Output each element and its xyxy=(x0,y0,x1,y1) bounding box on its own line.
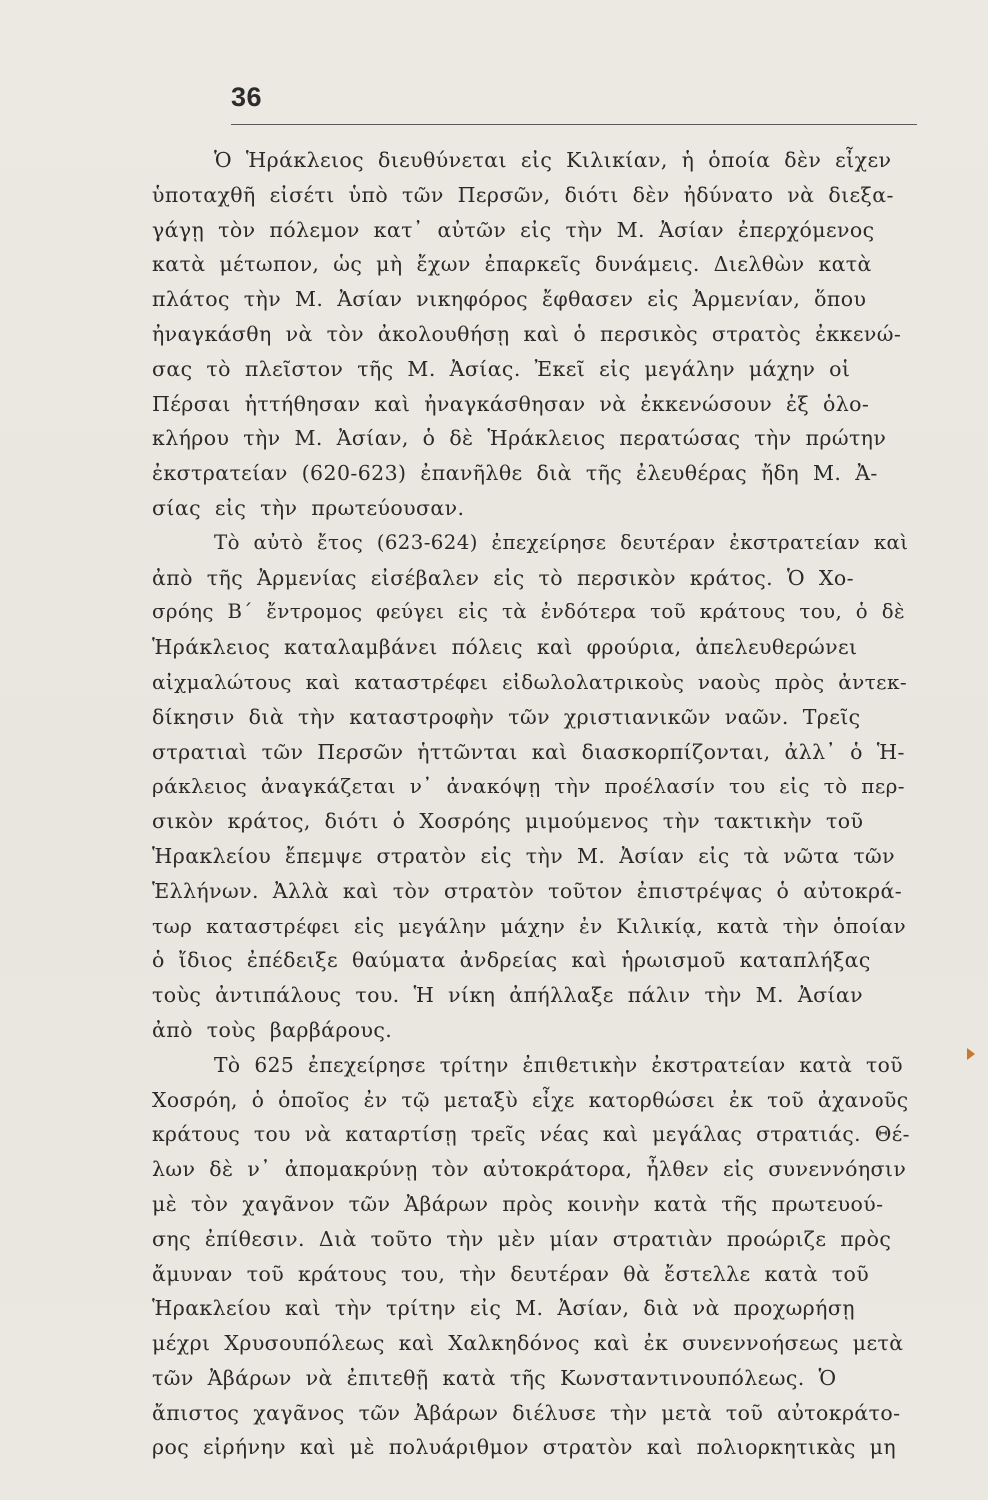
body-text xyxy=(152,143,910,1465)
text-line: ἄπιστος χαγᾶνος τῶν Ἀβάρων διέλυσε τὴν μετὰ τοῦ αὐτοκράτο- xyxy=(152,1400,901,1425)
text-line: σης ἐπίθεσιν. Διὰ τοῦτο τὴν μὲν μίαν στρατιὰν προώριζε πρὸς xyxy=(152,1226,892,1251)
text-line: γάγῃ τὸν πόλεμον κατ᾿ αὐτῶν εἰς τὴν Μ. Ἀσίαν ἐπερχόμενος xyxy=(152,217,875,242)
text-line: ὑποταχθῆ εἰσέτι ὑπὸ τῶν Περσῶν, διότι δὲν ἠδύνατο νὰ διεξα- xyxy=(152,182,894,207)
text-line: ἄμυναν τοῦ κράτους του, τὴν δευτέραν θὰ ἔστελλε κατὰ τοῦ xyxy=(152,1261,870,1286)
text-line: μὲ τὸν χαγᾶνον τῶν Ἀβάρων πρὸς κοινὴν κατὰ τῆς πρωτευού- xyxy=(152,1191,884,1216)
text-line: κράτους του νὰ καταρτίσῃ τρεῖς νέας καὶ μεγάλας στρατιάς. Θέ- xyxy=(152,1122,910,1147)
text-line: ἐκστρατείαν (620-623) ἐπανῆλθε διὰ τῆς ἐλευθέρας ἤδη Μ. Ἀ- xyxy=(152,461,878,486)
paragraph-1 xyxy=(152,143,910,526)
text-line: αἰχμαλώτους καὶ καταστρέφει εἰδωλολατρικοὺς ναοὺς πρὸς ἀντεκ- xyxy=(152,669,908,694)
text-line: σικὸν κράτος, διότι ὁ Χοσρόης μιμούμενος τὴν τακτικὴν τοῦ xyxy=(152,809,864,834)
paragraph-2 xyxy=(152,526,910,1048)
text-line: ἠναγκάσθη νὰ τὸν ἀκολουθήσῃ καὶ ὁ περσικὸς στρατὸς ἐκκενώ- xyxy=(152,321,902,346)
text-line: ὁ ἴδιος ἐπέδειξε θαύματα ἀνδρείας καὶ ἡρωισμοῦ καταπλήξας xyxy=(152,948,871,973)
text-line: σας τὸ πλεῖστον τῆς Μ. Ἀσίας. Ἐκεῖ εἰς μεγάλην μάχην οἱ xyxy=(152,356,851,381)
text-line: σρόης Β΄ ἔντρομος φεύγει εἰς τὰ ἐνδότερα τοῦ κράτους του, ὁ δὲ xyxy=(152,600,906,624)
text-line: Ἑλλήνων. Ἀλλὰ καὶ τὸν στρατὸν τοῦτον ἐπιστρέψας ὁ αὐτοκρά- xyxy=(152,878,903,903)
header-rule xyxy=(231,124,917,125)
text-line: Ἡράκλειος καταλαμβάνει πόλεις καὶ φρούρια, ἀπελευθερώνει xyxy=(152,635,858,660)
text-line: Πέρσαι ἡττήθησαν καὶ ἠναγκάσθησαν νὰ ἐκκενώσουν ἐξ ὁλο- xyxy=(152,391,870,416)
text-line: στρατιαὶ τῶν Περσῶν ἡττῶνται καὶ διασκορπίζονται, ἀλλ᾿ ὁ Ἡ- xyxy=(152,739,905,764)
text-line: Ὁ Ἡράκλειος διευθύνεται εἰς Κιλικίαν, ἡ ὁποία δὲν εἶχεν xyxy=(214,148,892,172)
text-line: δίκησιν διὰ τὴν καταστροφὴν τῶν χριστιανικῶν ναῶν. Τρεῖς xyxy=(152,704,861,729)
text-line: σίας εἰς τὴν πρωτεύουσαν. xyxy=(152,495,465,520)
text-line: μέχρι Χρυσουπόλεως καὶ Χαλκηδόνος καὶ ἐκ συνεννοήσεως μετὰ xyxy=(152,1331,904,1356)
text-line: Χοσρόη, ὁ ὁποῖος ἐν τῷ μεταξὺ εἶχε κατορθώσει ἐκ τοῦ ἀχανοῦς xyxy=(152,1087,909,1112)
text-line: ράκλειος ἀναγκάζεται ν᾿ ἀνακόψῃ τὴν προέλασίν του εἰς τὸ περ- xyxy=(152,774,905,799)
text-line: Ἡρακλείου ἔπεμψε στρατὸν εἰς τὴν Μ. Ἀσίαν εἰς τὰ νῶτα τῶν xyxy=(152,843,896,868)
text-line: τοὺς ἀντιπάλους του. Ἡ νίκη ἀπήλλαξε πάλιν τὴν Μ. Ἀσίαν xyxy=(152,983,864,1008)
text-line: Ἡρακλείου καὶ τὴν τρίτην εἰς Μ. Ἀσίαν, διὰ νὰ προχωρήσῃ xyxy=(152,1296,855,1321)
text-line: κλήρου τὴν Μ. Ἀσίαν, ὁ δὲ Ἡράκλειος περατώσας τὴν πρώτην xyxy=(152,426,887,451)
text-line: Τὸ αὐτὸ ἔτος (623-624) ἐπεχείρησε δευτέραν ἐκστρατείαν καὶ xyxy=(214,530,909,554)
page-number: 36 xyxy=(231,82,263,112)
text-line: τῶν Ἀβάρων νὰ ἐπιτεθῇ κατὰ τῆς Κωνσταντινουπόλεως. Ὁ xyxy=(152,1365,837,1390)
text-line: τωρ καταστρέφει εἰς μεγάλην μάχην ἐν Κιλικίᾳ, κατὰ τὴν ὁποίαν xyxy=(152,913,907,938)
text-line: πλάτος τὴν Μ. Ἀσίαν νικηφόρος ἔφθασεν εἰς Ἀρμενίαν, ὅπου xyxy=(152,287,867,312)
paragraph-3 xyxy=(152,1048,910,1466)
text-line: λων δὲ ν᾿ ἀπομακρύνῃ τὸν αὐτοκράτορα, ἦλθεν εἰς συνεννόησιν xyxy=(152,1157,907,1182)
text-line: ρος εἰρήνην καὶ μὲ πολυάριθμον στρατὸν καὶ πολιορκητικὰς μη xyxy=(152,1435,897,1460)
text-line: ἀπὸ τοὺς βαρβάρους. xyxy=(152,1017,393,1042)
margin-arrow-icon xyxy=(967,1048,975,1060)
text-line: Τὸ 625 ἐπεχείρησε τρίτην ἐπιθετικὴν ἐκστρατείαν κατὰ τοῦ xyxy=(214,1052,903,1077)
text-line: ἀπὸ τῆς Ἀρμενίας εἰσέβαλεν εἰς τὸ περσικὸν κράτος. Ὁ Χο- xyxy=(152,565,854,590)
text-line: κατὰ μέτωπον, ὡς μὴ ἔχων ἐπαρκεῖς δυνάμεις. Διελθὼν κατὰ xyxy=(152,252,872,277)
